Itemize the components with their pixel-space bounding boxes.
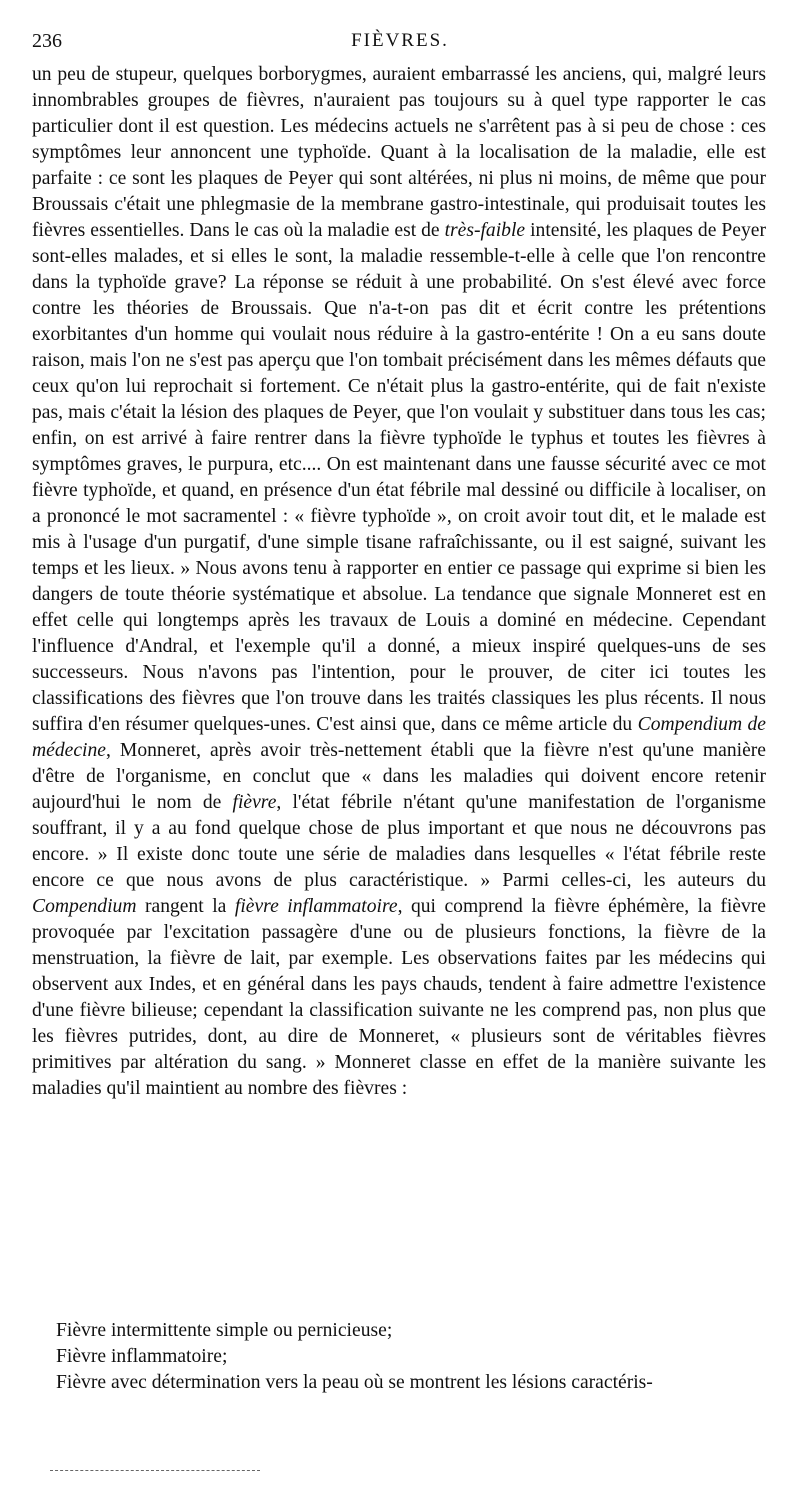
running-title: FIÈVRES. [351, 30, 449, 51]
main-paragraph [32, 62, 766, 1102]
text-segment: intensité, les plaques de Peyer sont-elles malades, et si elles le sont, la maladie ressemble-t-elle à celle que l'on rencontre dans la typhoïde grave? La réponse se réduit à une probabilité. On s'est élevé avec force contre les théories de Broussais. Que n'a-t-on pas dit et écrit contre les prétentions exorbitantes d'un homme qui voulait nous réduire à la gastro-entérite ! On a eu sans doute raison, mais l'on ne s'est pas aperçu que l'on tombait précisément dans les mêmes défauts que ceux qu'on lui reprochait si fortement. Ce n'était plus la gastro-entérite, qui de fait n'existe pas, mais c'était la lésion des plaques de Peyer, que l'on voulait y substituer dans tous les cas; enfin, on est arrivé à faire rentrer dans la fièvre typhoïde le typhus et toutes les fièvres à symptômes graves, le purpura, etc.... On est maintenant dans une fausse sécurité avec ce mot fièvre typhoïde, et quand, en présence d'un état fébrile mal dessiné ou difficile à localiser, on a prononcé le mot sacramentel : « fièvre typhoïde », on croit avoir tout dit, et le malade est mis à l'usage d'un purgatif, d'une simple tisane rafraîchissante, ou il est saigné, suivant les temps et les lieux. » Nous avons tenu à rapporter en entier ce passage qui exprime si bien les dangers de toute théorie systématique et absolue. La tendance que signale Monneret est en effet celle qui longtemps après les travaux de Louis a dominé en médecine. Cependant l'influence d'Andral, et l'exemple qu'il a donné, a mieux inspiré quelques-uns de ses successeurs. Nous n'avons pas l'intention, pour le prouver, de citer ici toutes les classifications des fièvres que l'on trouve dans les traités classiques les plus récents. Il nous suffira d'en résumer quelques-unes. C'est ainsi que, dans ce même article du [32, 220, 766, 735]
emphasis-text: fièvre inflammatoire [234, 896, 398, 917]
footer-rule [50, 1470, 260, 1471]
text-segment: un peu de stupeur, quelques borborygmes, auraient embarrassé les anciens, qui, malgré leurs innombrables groupes de fièvres, n'auraient pas toujours su à quel type rapporter le cas particulier dont il est question. Les médecins actuels ne s'arrêtent pas à si peu de chose : ces symptômes leur annoncent une typhoïde. Quant à la localisation de la maladie, elle est parfaite : ce sont les plaques de Peyer qui sont altérées, ni plus ni moins, de même que pour Broussais c'était une phlegmasie de la membrane gastro-intestinale, qui produisait toutes les fièvres essentielles. Dans le cas où la maladie est de [32, 64, 766, 241]
list-item: Fièvre avec détermination vers la peau où se montrent les lésions caractéris- [56, 1372, 653, 1393]
emphasis-text: Compendium [32, 896, 137, 917]
page-header [32, 30, 768, 60]
fever-list [56, 1318, 766, 1396]
page-number: 236 [32, 30, 62, 52]
body-text [32, 62, 766, 1102]
list-item: Fièvre intermittente simple ou pernicieuse; [56, 1320, 393, 1341]
text-segment: , qui comprend la fièvre éphémère, la fièvre provoquée par l'excitation passagère d'une ou de plusieurs fonctions, la fièvre de la menstruation, la fièvre de lait, par exemple. Les observations faites par les médecins qui observent aux Indes, et en général dans les pays chauds, tendent à faire admettre l'existence d'une fièvre bilieuse; cependant la classification suivante ne les comprend pas, non plus que les fièvres putrides, dont, au dire de Monneret, « plusieurs sont de véritables fièvres primitives par altération du sang. » Monneret classe en effet de la manière suivante les maladies qu'il maintient au nombre des fièvres : [32, 896, 767, 1099]
text-segment: rangent la [136, 896, 235, 917]
text-segment: , l'état fébrile n'étant qu'une manifestation de l'organisme souffrant, il y a au fond quelque chose de plus important et que nous ne découvrons pas encore. » Il existe donc toute une série de maladies dans lesquelles « l'état fébrile reste encore ce que nous avons de plus caractéristique. » Parmi celles-ci, les auteurs du [32, 792, 766, 891]
emphasis-text: Compendium de médecine [32, 714, 766, 761]
text-segment: , Monneret, après avoir très-nettement établi que la fièvre n'est qu'une manière d'être de l'organisme, en conclut que « dans les maladies qui doivent encore retenir aujourd'hui le nom de [32, 740, 766, 813]
list-item: Fièvre inflammatoire; [56, 1346, 228, 1367]
emphasis-text: fièvre [232, 792, 277, 813]
emphasis-text: très-faible [444, 220, 526, 241]
